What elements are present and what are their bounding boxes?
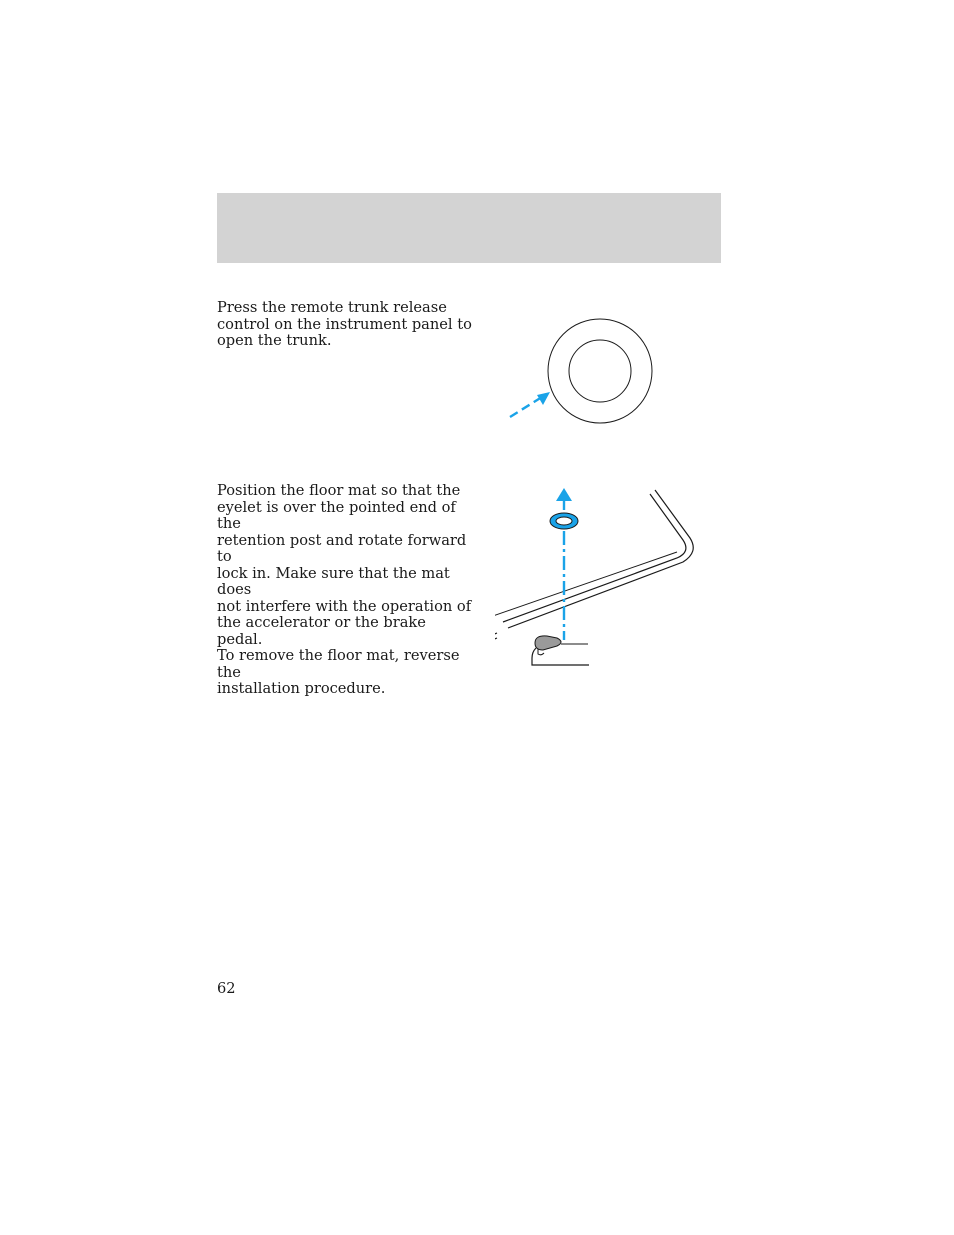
floor-mat-instructions: Position the floor mat so that the eyelet is over the pointed end of the retention post and rotate forward to lock in. Make sure that the mat does not interfere with the operation of the accelerator or the brake pedal. To remove the floor mat, reverse the installation procedure.: [217, 482, 472, 697]
section-header-band: [217, 193, 721, 263]
trunk-release-instructions: Press the remote trunk release control on the instrument panel to open the trunk.: [217, 299, 472, 349]
floor-mat-retention-post-icon: [495, 480, 710, 675]
trunk-release-button-icon: [500, 310, 670, 435]
page-number: 62: [217, 980, 236, 997]
